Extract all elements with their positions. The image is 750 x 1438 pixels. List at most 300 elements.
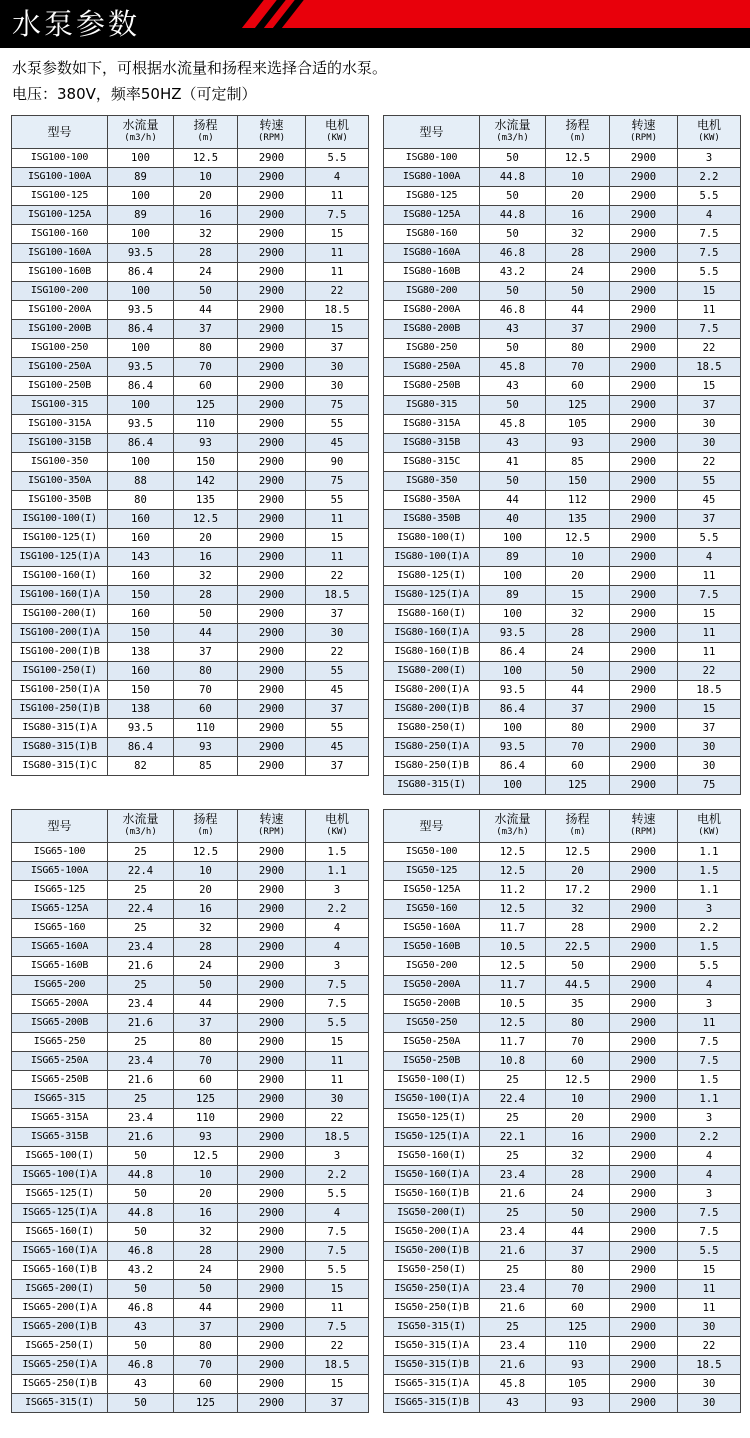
- cell-speed: 2900: [238, 957, 306, 976]
- table-row: [384, 491, 741, 510]
- cell-flow: 25: [108, 881, 174, 900]
- cell-power: 3: [678, 995, 741, 1014]
- cell-model: ISG80-200(I): [384, 662, 480, 681]
- table-row: [12, 1071, 369, 1090]
- cell-power: 15: [306, 1280, 369, 1299]
- cell-speed: 2900: [238, 881, 306, 900]
- cell-head: 60: [546, 1052, 610, 1071]
- cell-head: 60: [174, 377, 238, 396]
- cell-speed: 2900: [238, 510, 306, 529]
- cell-power: 4: [306, 1204, 369, 1223]
- table-row: [384, 938, 741, 957]
- cell-model: ISG50-250(I)B: [384, 1299, 480, 1318]
- cell-flow: 86.4: [108, 320, 174, 339]
- header-label: 转速: [259, 812, 284, 826]
- cell-power: 15: [306, 1033, 369, 1052]
- table-row: [384, 995, 741, 1014]
- cell-model: ISG80-250(I)A: [384, 738, 480, 757]
- cell-head: 28: [174, 244, 238, 263]
- cell-speed: 2900: [610, 339, 678, 358]
- cell-power: 30: [678, 1394, 741, 1413]
- cell-speed: 2900: [238, 586, 306, 605]
- table-row: [12, 1128, 369, 1147]
- cell-flow: 86.4: [108, 738, 174, 757]
- cell-flow: 50: [108, 1280, 174, 1299]
- cell-power: 7.5: [306, 206, 369, 225]
- table-row: [12, 377, 369, 396]
- cell-power: 1.1: [678, 1090, 741, 1109]
- cell-speed: 2900: [238, 149, 306, 168]
- cell-model: ISG65-100: [12, 843, 108, 862]
- header-label: 电机: [696, 812, 721, 826]
- cell-power: 30: [678, 1318, 741, 1337]
- cell-head: 80: [546, 1261, 610, 1280]
- cell-flow: 160: [108, 567, 174, 586]
- cell-head: 60: [174, 1071, 238, 1090]
- cell-power: 15: [306, 320, 369, 339]
- cell-head: 12.5: [546, 149, 610, 168]
- cell-head: 125: [174, 1090, 238, 1109]
- cell-head: 37: [546, 700, 610, 719]
- cell-speed: 2900: [238, 320, 306, 339]
- cell-speed: 2900: [610, 1128, 678, 1147]
- cell-head: 80: [174, 1033, 238, 1052]
- cell-speed: 2900: [238, 919, 306, 938]
- cell-head: 10: [546, 1090, 610, 1109]
- cell-speed: 2900: [238, 643, 306, 662]
- cell-speed: 2900: [610, 1261, 678, 1280]
- cell-model: ISG50-160(I): [384, 1147, 480, 1166]
- header-label: 电机: [324, 812, 349, 826]
- cell-model: ISG65-125A: [12, 900, 108, 919]
- cell-head: 80: [546, 719, 610, 738]
- table-row: [12, 1356, 369, 1375]
- table-row: [12, 529, 369, 548]
- cell-flow: 44.8: [480, 206, 546, 225]
- cell-head: 125: [546, 776, 610, 795]
- cell-flow: 44.8: [108, 1204, 174, 1223]
- cell-model: ISG80-315(I)C: [12, 757, 108, 776]
- header-unit: (m3/h): [124, 133, 157, 143]
- cell-power: 30: [306, 624, 369, 643]
- cell-power: 5.5: [306, 149, 369, 168]
- cell-flow: 43: [480, 377, 546, 396]
- table-row: [12, 1261, 369, 1280]
- cell-flow: 25: [480, 1261, 546, 1280]
- table-row: [384, 1014, 741, 1033]
- cell-head: 110: [546, 1337, 610, 1356]
- cell-power: 2.2: [678, 919, 741, 938]
- cell-head: 20: [174, 529, 238, 548]
- table-row: [384, 843, 741, 862]
- cell-flow: 46.8: [108, 1299, 174, 1318]
- header-power: [678, 116, 741, 149]
- cell-power: 37: [678, 719, 741, 738]
- cell-speed: 2900: [610, 919, 678, 938]
- table-row: [12, 434, 369, 453]
- cell-power: 7.5: [678, 586, 741, 605]
- header-unit: (m): [569, 827, 586, 837]
- cell-model: ISG80-200: [384, 282, 480, 301]
- header-label: 扬程: [565, 812, 590, 826]
- cell-model: ISG65-160A: [12, 938, 108, 957]
- cell-head: 70: [546, 1280, 610, 1299]
- cell-head: 142: [174, 472, 238, 491]
- cell-flow: 50: [480, 396, 546, 415]
- cell-power: 37: [306, 757, 369, 776]
- table-row: [384, 1299, 741, 1318]
- cell-head: 70: [174, 1052, 238, 1071]
- cell-flow: 100: [108, 282, 174, 301]
- cell-power: 7.5: [678, 1033, 741, 1052]
- cell-model: ISG80-100: [384, 149, 480, 168]
- table-row: [12, 862, 369, 881]
- cell-flow: 93.5: [108, 301, 174, 320]
- cell-head: 10: [546, 168, 610, 187]
- header-label: 扬程: [193, 812, 218, 826]
- table-row: [12, 1052, 369, 1071]
- cell-head: 44.5: [546, 976, 610, 995]
- cell-head: 110: [174, 719, 238, 738]
- cell-flow: 21.6: [108, 957, 174, 976]
- cell-power: 37: [306, 339, 369, 358]
- cell-power: 4: [306, 938, 369, 957]
- table-row: [12, 453, 369, 472]
- table-row: [384, 1204, 741, 1223]
- header-head: [174, 116, 238, 149]
- cell-head: 80: [546, 1014, 610, 1033]
- cell-model: ISG80-315(I)B: [12, 738, 108, 757]
- table-row: [12, 1090, 369, 1109]
- cell-speed: 2900: [610, 320, 678, 339]
- cell-speed: 2900: [238, 1166, 306, 1185]
- table-row: [384, 881, 741, 900]
- cell-power: 7.5: [306, 1223, 369, 1242]
- cell-flow: 50: [480, 339, 546, 358]
- header-label: 转速: [631, 118, 656, 132]
- cell-head: 28: [546, 1166, 610, 1185]
- cell-speed: 2900: [238, 1318, 306, 1337]
- cell-model: ISG50-100(I)A: [384, 1090, 480, 1109]
- cell-speed: 2900: [238, 244, 306, 263]
- cell-flow: 80: [108, 491, 174, 510]
- cell-speed: 2900: [610, 472, 678, 491]
- cell-head: 80: [174, 662, 238, 681]
- cell-model: ISG100-160: [12, 225, 108, 244]
- table-row: [12, 168, 369, 187]
- cell-speed: 2900: [610, 396, 678, 415]
- cell-power: 37: [678, 396, 741, 415]
- cell-head: 28: [546, 919, 610, 938]
- cell-flow: 93.5: [480, 738, 546, 757]
- cell-power: 5.5: [678, 263, 741, 282]
- table-row: [12, 491, 369, 510]
- cell-speed: 2900: [610, 529, 678, 548]
- header-unit: (RPM): [257, 133, 286, 143]
- cell-speed: 2900: [238, 1147, 306, 1166]
- table-row: [384, 320, 741, 339]
- table-row: [12, 843, 369, 862]
- cell-model: ISG65-315(I): [12, 1394, 108, 1413]
- cell-flow: 89: [480, 548, 546, 567]
- cell-speed: 2900: [238, 1052, 306, 1071]
- cell-head: 135: [546, 510, 610, 529]
- cell-speed: 2900: [238, 434, 306, 453]
- cell-flow: 89: [108, 206, 174, 225]
- cell-power: 11: [306, 510, 369, 529]
- table-row: [384, 957, 741, 976]
- cell-head: 32: [546, 605, 610, 624]
- pump-table-isg65: [11, 809, 369, 1413]
- cell-power: 11: [678, 1014, 741, 1033]
- cell-speed: 2900: [238, 1223, 306, 1242]
- header-unit: (m3/h): [124, 827, 157, 837]
- cell-power: 1.5: [678, 938, 741, 957]
- cell-model: ISG50-125(I)A: [384, 1128, 480, 1147]
- cell-power: 22: [678, 1337, 741, 1356]
- cell-speed: 2900: [238, 681, 306, 700]
- cell-speed: 2900: [238, 624, 306, 643]
- cell-flow: 50: [108, 1394, 174, 1413]
- cell-head: 16: [174, 206, 238, 225]
- cell-head: 16: [546, 206, 610, 225]
- header-head: [174, 810, 238, 843]
- cell-power: 15: [678, 700, 741, 719]
- cell-speed: 2900: [238, 843, 306, 862]
- cell-head: 37: [546, 1242, 610, 1261]
- cell-model: ISG50-160(I)B: [384, 1185, 480, 1204]
- header-unit: (m3/h): [496, 133, 529, 143]
- table-row: [384, 1394, 741, 1413]
- cell-flow: 138: [108, 700, 174, 719]
- cell-power: 30: [678, 415, 741, 434]
- cell-power: 11: [678, 567, 741, 586]
- header-label: 水流量: [494, 118, 531, 132]
- cell-speed: 2900: [238, 1204, 306, 1223]
- cell-power: 45: [306, 434, 369, 453]
- cell-speed: 2900: [238, 1090, 306, 1109]
- cell-speed: 2900: [238, 548, 306, 567]
- cell-speed: 2900: [610, 862, 678, 881]
- cell-model: ISG80-350B: [384, 510, 480, 529]
- cell-power: 30: [678, 738, 741, 757]
- cell-power: 5.5: [678, 1242, 741, 1261]
- cell-head: 16: [174, 548, 238, 567]
- cell-flow: 23.4: [480, 1280, 546, 1299]
- cell-model: ISG65-250A: [12, 1052, 108, 1071]
- cell-flow: 25: [480, 1109, 546, 1128]
- table-row: [384, 681, 741, 700]
- cell-head: 32: [546, 1147, 610, 1166]
- cell-flow: 46.8: [108, 1242, 174, 1261]
- cell-speed: 2900: [610, 738, 678, 757]
- cell-speed: 2900: [238, 605, 306, 624]
- cell-speed: 2900: [610, 881, 678, 900]
- cell-speed: 2900: [610, 1299, 678, 1318]
- cell-power: 3: [678, 900, 741, 919]
- cell-head: 70: [174, 1356, 238, 1375]
- cell-speed: 2900: [238, 995, 306, 1014]
- cell-flow: 23.4: [108, 995, 174, 1014]
- cell-power: 3: [678, 1185, 741, 1204]
- cell-head: 105: [546, 1375, 610, 1394]
- table-row: [12, 738, 369, 757]
- cell-head: 150: [174, 453, 238, 472]
- cell-model: ISG80-125: [384, 187, 480, 206]
- cell-power: 5.5: [678, 957, 741, 976]
- cell-head: 12.5: [174, 843, 238, 862]
- cell-flow: 86.4: [480, 643, 546, 662]
- cell-power: 11: [678, 1299, 741, 1318]
- cell-head: 20: [546, 187, 610, 206]
- table-row: [384, 1109, 741, 1128]
- cell-model: ISG100-200B: [12, 320, 108, 339]
- cell-head: 16: [174, 900, 238, 919]
- table-row: [384, 396, 741, 415]
- cell-head: 24: [174, 1261, 238, 1280]
- table-row: [384, 919, 741, 938]
- table-row: [12, 1223, 369, 1242]
- cell-power: 2.2: [306, 1166, 369, 1185]
- cell-speed: 2900: [238, 415, 306, 434]
- cell-head: 32: [174, 225, 238, 244]
- header-flow: [108, 116, 174, 149]
- cell-model: ISG50-125(I): [384, 1109, 480, 1128]
- cell-speed: 2900: [238, 862, 306, 881]
- cell-model: ISG80-315(I): [384, 776, 480, 795]
- cell-flow: 89: [480, 586, 546, 605]
- table-row: [12, 282, 369, 301]
- cell-model: ISG100-160A: [12, 244, 108, 263]
- cell-flow: 25: [108, 1090, 174, 1109]
- cell-speed: 2900: [238, 1337, 306, 1356]
- cell-speed: 2900: [610, 168, 678, 187]
- cell-speed: 2900: [610, 1375, 678, 1394]
- cell-power: 22: [306, 643, 369, 662]
- cell-head: 28: [174, 586, 238, 605]
- cell-power: 30: [678, 757, 741, 776]
- table-row: [12, 301, 369, 320]
- table-row: [12, 719, 369, 738]
- table-row: [384, 453, 741, 472]
- cell-head: 28: [174, 938, 238, 957]
- cell-flow: 86.4: [480, 757, 546, 776]
- table-row: [384, 738, 741, 757]
- cell-power: 4: [678, 1147, 741, 1166]
- cell-flow: 43.2: [480, 263, 546, 282]
- cell-speed: 2900: [610, 225, 678, 244]
- table-row: [12, 624, 369, 643]
- cell-flow: 25: [108, 919, 174, 938]
- cell-model: ISG100-250(I): [12, 662, 108, 681]
- cell-model: ISG80-315: [384, 396, 480, 415]
- cell-head: 125: [546, 1318, 610, 1337]
- cell-power: 2.2: [678, 168, 741, 187]
- table-row: [384, 1242, 741, 1261]
- table-row: [384, 187, 741, 206]
- cell-flow: 25: [108, 843, 174, 862]
- cell-speed: 2900: [610, 900, 678, 919]
- cell-flow: 160: [108, 662, 174, 681]
- cell-head: 37: [174, 1014, 238, 1033]
- table-row: [384, 624, 741, 643]
- table-row: [384, 1280, 741, 1299]
- cell-speed: 2900: [238, 1014, 306, 1033]
- cell-flow: 21.6: [108, 1071, 174, 1090]
- cell-power: 11: [306, 263, 369, 282]
- cell-speed: 2900: [610, 643, 678, 662]
- cell-model: ISG80-250(I): [384, 719, 480, 738]
- cell-flow: 43.2: [108, 1261, 174, 1280]
- cell-head: 50: [546, 1204, 610, 1223]
- cell-model: ISG50-160A: [384, 919, 480, 938]
- header-unit: (KW): [326, 827, 348, 837]
- cell-flow: 138: [108, 643, 174, 662]
- table-row: [384, 862, 741, 881]
- cell-speed: 2900: [610, 1014, 678, 1033]
- table-row: [384, 757, 741, 776]
- cell-speed: 2900: [238, 282, 306, 301]
- cell-flow: 43: [108, 1318, 174, 1337]
- table-row: [12, 1242, 369, 1261]
- cell-head: 50: [546, 957, 610, 976]
- cell-power: 22: [306, 1109, 369, 1128]
- cell-speed: 2900: [238, 900, 306, 919]
- cell-speed: 2900: [238, 1109, 306, 1128]
- table-row: [384, 263, 741, 282]
- cell-flow: 86.4: [108, 434, 174, 453]
- header-label: 转速: [259, 118, 284, 132]
- cell-model: ISG50-250B: [384, 1052, 480, 1071]
- cell-head: 37: [174, 1318, 238, 1337]
- cell-flow: 25: [480, 1318, 546, 1337]
- cell-model: ISG100-200: [12, 282, 108, 301]
- table-row: [12, 900, 369, 919]
- cell-power: 15: [678, 282, 741, 301]
- cell-flow: 25: [480, 1204, 546, 1223]
- table-row: [384, 900, 741, 919]
- cell-power: 18.5: [306, 586, 369, 605]
- table-row: [12, 1375, 369, 1394]
- cell-head: 12.5: [174, 1147, 238, 1166]
- cell-head: 32: [174, 1223, 238, 1242]
- table-row: [12, 938, 369, 957]
- cell-flow: 86.4: [480, 700, 546, 719]
- cell-model: ISG65-200(I): [12, 1280, 108, 1299]
- cell-head: 110: [174, 415, 238, 434]
- header-unit: (m): [569, 133, 586, 143]
- intro-line-2: 电压：380V，频率50HZ（可定制）: [12, 85, 257, 103]
- cell-model: ISG80-160: [384, 225, 480, 244]
- cell-speed: 2900: [610, 282, 678, 301]
- cell-power: 7.5: [306, 1318, 369, 1337]
- cell-head: 20: [174, 881, 238, 900]
- table-row: [384, 548, 741, 567]
- table-row: [12, 1033, 369, 1052]
- cell-flow: 12.5: [480, 957, 546, 976]
- table-row: [384, 605, 741, 624]
- cell-model: ISG65-100A: [12, 862, 108, 881]
- table-row: [12, 187, 369, 206]
- header-unit: (m): [197, 827, 214, 837]
- cell-head: 32: [174, 567, 238, 586]
- cell-speed: 2900: [610, 263, 678, 282]
- cell-flow: 93.5: [108, 719, 174, 738]
- cell-model: ISG65-250(I)B: [12, 1375, 108, 1394]
- cell-head: 15: [546, 586, 610, 605]
- header-power: [678, 810, 741, 843]
- cell-flow: 22.1: [480, 1128, 546, 1147]
